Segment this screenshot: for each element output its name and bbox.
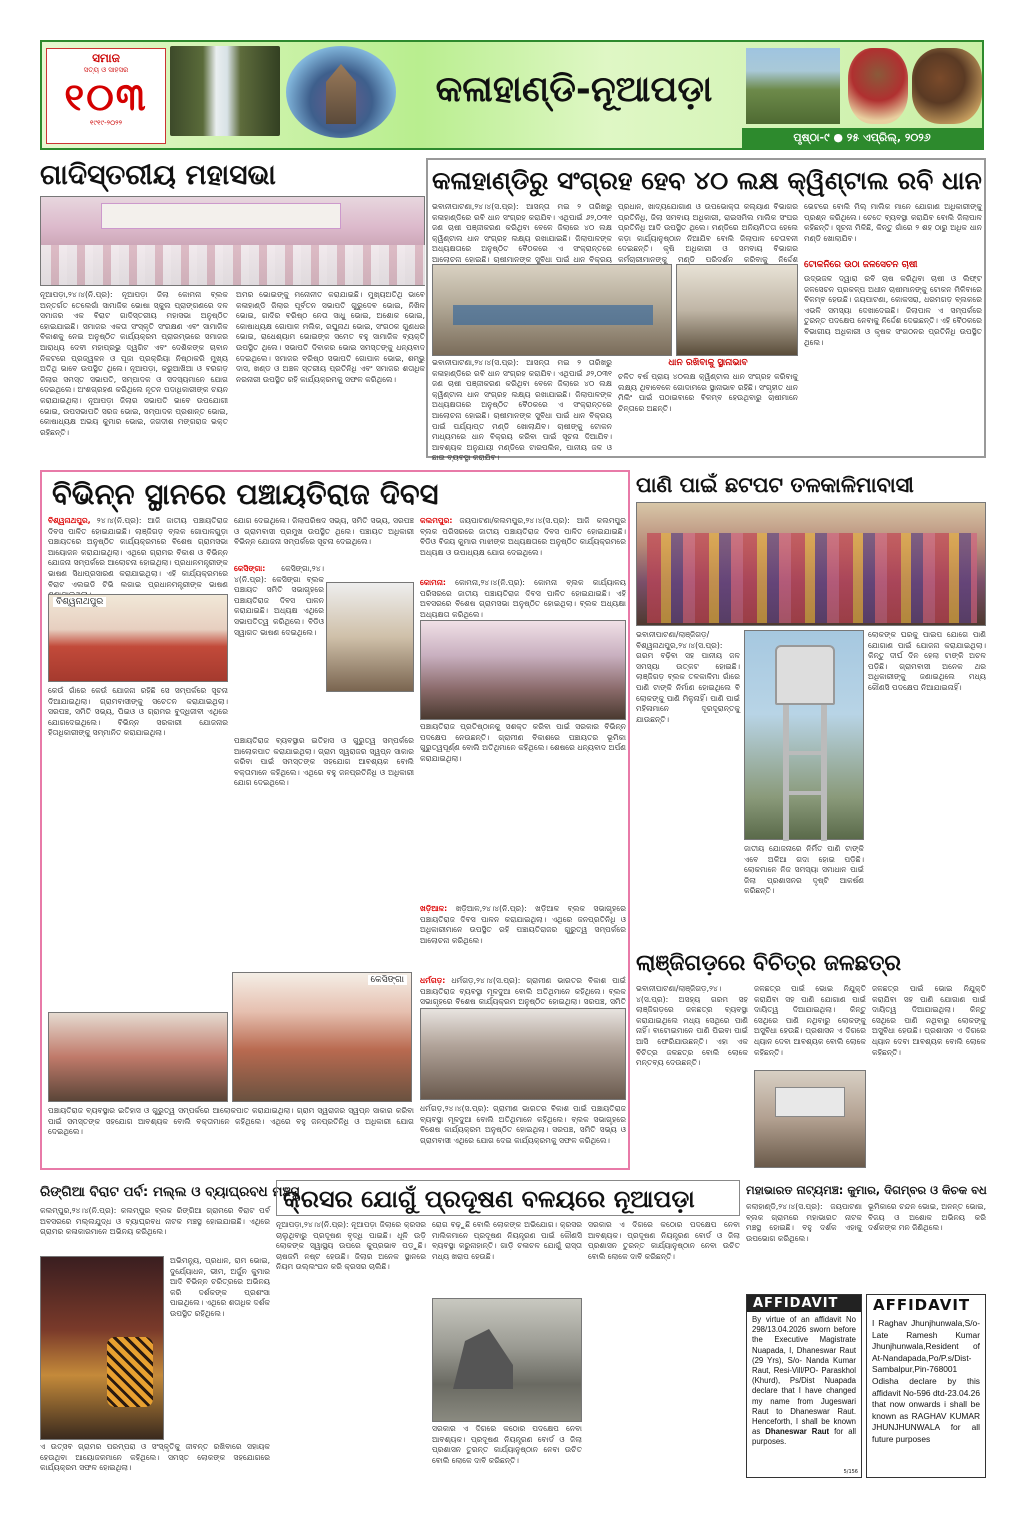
temple-photo [286, 46, 396, 138]
panchayat-col3e-text: ଧର୍ମଗଡ଼,୨୪।୪(ସ.ପ୍ର): ଗ୍ରାମୀଣ ଭାରତର ବିକାଶ ପାଇଁ ପଞ୍ଚାୟତିରାଜ ବ୍ୟବସ୍ଥା ମୂଳଦୁଆ ବୋଲି ଅତିଥିମାନେ କହିଥିଲେ। ବ୍ଲକ ସଭାଗୃହରେ ବିଶେଷ କାର୍ଯ୍ୟକ୍ରମ ଅନୁଷ୍ଠିତ ହୋଇଥିଲା। ସରପଞ୍ଚ, ସମିତି [420, 976, 626, 1007]
dhan-col3b: ଉଦ୍ଭଜଳ ଦ୍ୱାରା ରବି ଚାଷ କରିଥିବା ଚାଷୀ ଓ ଲିଫ୍ଟ ଜଳସେଚନ ପ୍ରକଳ୍ପ ଅଧୀନ ଚାଷୀମାନଙ୍କୁ ଟୋକନ ମିଳିବାରେ ବିଳମ୍ବ ହେଉଛି। ଜୟପାଟଣା, କୋକସରା, ଧରମଗଡ଼ ବ୍ଲକରେ ଏଭଳି ସମସ୍ୟା ଦେଖାଦେଇଛି। ଜିଲାପାଳ ଏ ସମ୍ପର୍କରେ ତୁରନ୍ତ ପଦକ୍ଷେପ ନେବାକୁ ନିର୍ଦ୍ଦେଶ ଦେଇଛନ୍ତି। ଏହି ବୈଠକରେ ବିଭାଗୀୟ ଅଧିକାରୀ ଓ କୃଷକ ସଂଗଠନର ପ୍ରତିନିଧି ଉପସ୍ଥିତ ଥିଲେ। [804, 274, 982, 347]
natak-article [746, 1180, 986, 1290]
pani-col2: ଲୋକଙ୍କ ଘରକୁ ପାଇପ ଯୋଗେ ପାଣି ଯୋଗାଣ ପାଇଁ ଯୋଜନା କରାଯାଇଥିଲା। କିନ୍ତୁ ଦୀର୍ଘ ଦିନ ହେଲା ଟାଙ୍କି ଅଚଳ ପଡ଼ିଛି। ଗ୍ରାମବାସୀ ଅନେକ ଥର ଅଧିକାରୀଙ୍କୁ ଜଣାଇଥିଲେ ମଧ୍ୟ କୌଣସି ପଦକ୍ଷେପ ନିଆଯାଇନାହିଁ। [868, 630, 986, 692]
natak-headline: ମହାଭାରତ ନାଟ୍ୟମଞ୍ଚ: କୁମାର, ଦିଗମ୍ବର ଓ କିଚକ ବଧ [746, 1183, 987, 1197]
dhan-sub2: ଟୋକନିରେ ଉଠା ଜଳସେଚନ ଚାଷୀ [804, 260, 918, 270]
panchayat-place2: କେସିଙ୍ଗା: [234, 564, 266, 573]
gadi-col1: ନୂଆପଡ଼ା,୨୪।୪(ନି.ପ୍ର): ନୂଆପଡ଼ା ଜିଲା କୋମନା ବ୍ଲକ ଅନ୍ତର୍ଗତ ତେଲେଗାଁ ସାମାଜିକ ଭୋଷା ସ୍କୁଲ ପ୍ରାଙ୍ଗଣରେ ଦଳ ସମାଜର ଏକ ବିରାଟ ଗାଦିସ୍ତରୀୟ ମହାସଭା ଅନୁଷ୍ଠିତ ହୋଇଯାଇଛି। ସମାଜର ଏକତା ସଂସ୍କୃତି ସଂରକ୍ଷଣ ଏବଂ ସାମାଜିକ ବିକାଶକୁ ନେଇ ଅନୁଷ୍ଠିତ କାର୍ଯ୍ୟକ୍ରମ ପ୍ରାରମ୍ଭରେ ସମାଜର ଆରାଧ୍ୟ ଦେବୀ ମହାପ୍ରଭୁ ଦ୍ୱଗିଟ ଏବଂ ଦେଶିକଙ୍କ ଚାବାନ ନିକଟରେ ପ୍ରଜ୍ୱଳନ ଓ ପୂଜା ପ୍ରକ୍ରିୟା ନିଷ୍ଠାକରି ମୁଖ୍ୟ ଅତିଥି ଭାବେ ଉପସ୍ଥିତ ଥିଲେ। ନୂଆପଡ଼ା, କରୁଆଖିଆ ଓ ବରଗଡ଼ ଜିଲାର ସମସ୍ତ ସଭାପତି, ସମ୍ପାଦକ ଓ ସଦସ୍ୟମାନେ ଯୋଗ ଦେଇଥିଲେ। ଅଂଶଗ୍ରହଣ କରିଥିଲେ ନୂତନ ପଦାଧିକାରୀଙ୍କ ଚୟନ କରାଯାଇଥିଲା। ନୂଆପଡ଼ା ଜିଲାର ସଭାପତି ଭାବେ ଉପଯୋଗୀ ଭୋଇ, ଉପସଭାପତି ସରଜ ଭୋଇ, ସମ୍ପାଦକ ପ୍ରଶାନ୍ତ ଭୋଇ, କୋଷାଧ୍ୟକ୍ଷ ଅଭୟ କୁମାର ଭୋଇ, ଜଗଦୀଶ ମଙ୍ଗରାଜ ଭକ୍ତ ରହିଛନ୍ତି। [40, 290, 228, 437]
kesinga-meeting-photo [232, 972, 412, 1102]
water-pot-stand-photo [754, 1070, 866, 1168]
panchayat-place3: କଲମପୁର: [420, 516, 453, 525]
jala-article [636, 948, 986, 1170]
dhan-col2: ପ୍ରଧାନ, ଖାଦ୍ୟଯୋଗାଣ ଓ ଉପଭୋକ୍ତା କଲ୍ୟାଣ ବିଭାଗର ପ୍ରତିନିଧି, ଜିଲା ସମବାୟ ଅଧିକାରୀ, ରାଇସମିଲ ମାଲିକ ସଂଘର ପ୍ରତିନିଧି ଆଦି ଉପସ୍ଥିତ ଥିଲେ। ମଣ୍ଡିରେ ଅନିୟମିତତା ହେଲେ କଡ଼ା କାର୍ଯ୍ୟାନୁଷ୍ଠାନ ନିଆଯିବ ବୋଲି ଜିଲାପାଳ ଚେତାବନୀ ଦେଇଛନ୍ତି। କୃଷି ଅଧିକାରୀ ଓ ସମବାୟ ବିଭାଗର କର୍ମଚାରୀମାନଙ୍କୁ ମଣ୍ଡି ପରିଦର୍ଶନ କରିବାକୁ ନିର୍ଦ୍ଦେଶ [618, 202, 798, 264]
logo-number: ୧୦୩ [64, 75, 148, 119]
jala-headline: ଲାଞ୍ଜିଗଡ଼ରେ ବିଚିତ୍ର ଜଳଛତ୍ର [636, 951, 902, 976]
dhan-sub1: ଧାନ ରଖିବାକୁ ସ୍ଥାନାଭାବ [668, 358, 748, 368]
panchayat-col3e [420, 976, 626, 1006]
affidavit-2-text: I Raghav Jhunjhunwala,S/o-Late Ramesh Kumar Jhunjhunwala,Resident of At-Nandapada,Po/P.s/Dist-Sambalpur,Pin-768001 Odisha declare by this affidavit No-596 dtd-23.04.26 that now onwards i shall be known as RAGHAV KUMAR JHUNJHUNWALA for all future purposes [872, 1318, 980, 1444]
panchayat-col1c: ପଞ୍ଚାୟତିରାଜ ବ୍ୟବସ୍ଥାର ଇତିହାସ ଓ ଗୁରୁତ୍ୱ ସମ୍ପର୍କରେ ଆଲୋକପାତ କରାଯାଇଥିଲା। ଗ୍ରାମ ସ୍ୱରାଜର ସ୍ୱପ୍ନ ସାକାର କରିବା ପାଇଁ ସମସ୍ତଙ୍କ ସହଯୋଗ ଆବଶ୍ୟକ ବୋଲି ବକ୍ତାମାନେ କହିଥିଲେ। ଏଥିରେ ବହୁ ଜନପ୍ରତିନିଧି ଓ ଅଧିକାରୀ ଯୋଗ ଦେଇଥିଲେ। [48, 1106, 414, 1137]
dhan-article [426, 158, 986, 463]
panchayat-article [40, 470, 630, 1170]
rangia-col3: ଏ ଉତ୍ସବ ଗ୍ରାମର ପରମ୍ପରା ଓ ସଂସ୍କୃତିକୁ ଜୀବନ୍ତ ରଖିବାରେ ସହାୟକ ହେଉଥିବା ଆୟୋଜକମାନେ କହିଥିଲେ। ସମସ୍ତ ଲୋକଙ୍କ ସହଯୋଗରେ କାର୍ଯ୍ୟକ୍ରମ ସଫଳ ହୋଇଥିଲା। [40, 1442, 270, 1473]
stone-crusher-photo [432, 1298, 582, 1422]
rangia-col1: କଲମ୍ପୁର,୨୪।୪(ନି.ପ୍ର): କଲମ୍ପୁର ବ୍ଲକ ରିଙ୍ଗିଆ ଗ୍ରାମରେ ବିରାଟ ପର୍ବ ଅବସରରେ ମଲ୍ଲଯୁଦ୍ଧ ଓ ବ୍ୟାଘ୍ରବଧ ନାଟକ ମଞ୍ଚସ୍ଥ ହୋଇଯାଇଛି। ଏଥିରେ ଗ୍ରାମର କଳାକାରମାନେ ଅଭିନୟ କରିଥିଲେ। [40, 1206, 270, 1237]
masthead [40, 40, 984, 150]
panchayat-col3-text: ଜୟପାଟଣା/କଲମପୁର,୨୪।୪(ସ.ପ୍ର): ଆଜି କଲମପୁର ବ୍ଲକ ପରିସରରେ ଜାତୀୟ ପଞ୍ଚାୟତିରାଜ ଦିବସ ପାଳିତ ହୋଇଯାଇଛି। ବିଡିଓ ବିଜୟ କୁମାର ମାଝୀଙ୍କ ଅଧ୍ୟକ୍ଷତାରେ ଅନୁଷ୍ଠିତ କାର୍ଯ୍ୟକ୍ରମରେ ଅଧ୍ୟକ୍ଷ ଓ ଉପାଧ୍ୟକ୍ଷ ଯୋଗ ଦେଇଥିଲେ। [420, 516, 626, 557]
panchayat-col1 [48, 516, 228, 592]
panchayat-col3c: ପଞ୍ଚାୟତିରାଜ ପ୍ରତିଷ୍ଠାନକୁ ସଶକ୍ତ କରିବା ପାଇଁ ସରକାର ବିଭିନ୍ନ ପଦକ୍ଷେପ ନେଉଛନ୍ତି। ଗ୍ରାମୀଣ ବିକାଶରେ ପଞ୍ଚାୟତର ଭୂମିକା ଗୁରୁତ୍ୱପୂର୍ଣ୍ଣ ବୋଲି ଅତିଥିମାନେ କହିଥିଲେ। ଶେଷରେ ଧନ୍ୟବାଦ ଅର୍ପଣ କରାଯାଇଥିଲା। [420, 722, 626, 763]
komna-meeting-photo [420, 620, 626, 720]
panchayat-place5: ଖଡ଼ିଆଳ: [420, 904, 448, 913]
page-info: ପୃଷ୍ଠା-୯ ● ୨୫ ଏପ୍ରିଲ୍, ୨୦୨୬ [742, 128, 982, 148]
panchayat-col2b [234, 564, 324, 734]
affidavit-1-title: AFFIDAVIT [747, 1295, 861, 1312]
panchayat-col3b [420, 578, 626, 618]
affidavit-1 [746, 1294, 862, 1478]
pani-col1: ଭବାନୀପାଟଣା/ଲାଞ୍ଜିଗଡ଼/ ବିଶ୍ୱନାଥପୁର,୨୪।୪(ସ.ପ୍ର): ଗରମ ବଢ଼ିବା ସହ ପାନୀୟ ଜଳ ସମସ୍ୟା ଉତ୍କଟ ହୋଇଛି। ଲାଞ୍ଜିଗଡ଼ ବ୍ଲକ ତଳକାଳିମା ଗାଁରେ ପାଣି ଟାଙ୍କି ନିର୍ମାଣ ହୋଇଥିଲେ ବି ଲୋକଙ୍କୁ ପାଣି ମିଳୁନାହିଁ। ପାଣି ପାଇଁ ମହିଳାମାନେ ଦୂରଦୂରାନ୍ତକୁ ଯାଉଛନ୍ତି। [636, 630, 740, 724]
affidavit-1-text: By virtue of an affidavit No 298/13.04.2026 sworn before the Executive Magistrate Nuapada, I, Dhaneswar Raut (29 Yrs), S/o- Nanda Kumar Raut, Resi-Vill/PO- Paraskhol (Khurd), Ps/Dist Nuapada declare that I have changed my name from Jugeswari Raut to Dhaneswar Raut. Henceforth, I shall be known as Dhaneswar Raut for all purposes. [752, 1315, 856, 1447]
dhan-officials-photo [676, 264, 798, 356]
panchayat-col2: ଯୋଗ ଦେଇଥିଲେ। ଜିଲାପରିଷଦ ସଭ୍ୟ, ସମିତି ସଭ୍ୟ, ସରପଞ୍ଚ ଓ ଗ୍ରାମବାସୀ ପ୍ରମୁଖ ଉପସ୍ଥିତ ଥିଲେ। ପଞ୍ଚାୟତ ଅଧିକାରୀ ବିଭିନ୍ନ ଯୋଜନା ସମ୍ପର୍କରେ ସୂଚନା ଦେଇଥିଲେ। [234, 516, 414, 547]
affidavit-2 [866, 1294, 986, 1478]
jala-col1: ଭବାନୀପାଟଣା/ଲାଞ୍ଜିଗଡ଼,୨୪।୪(ସ.ପ୍ର): ଅସହ୍ୟ ଗରମ ସହ ଲାଞ୍ଜିଗଡ଼ରେ ଜଳଛତ୍ର ବ୍ୟବସ୍ଥା କରାଯାଇଥିଲେ ମଧ୍ୟ ସେଥିରେ ପାଣି ନାହିଁ। ବାଟୋଇମାନେ ପାଣି ପିଇବା ପାଇଁ ଆସି ଫେରିଯାଉଛନ୍ତି। ଏହା ଏକ ବିଚିତ୍ର ଜଳଛତ୍ର ବୋଲି ଲୋକେ ମନ୍ତବ୍ୟ ଦେଉଛନ୍ତି। [636, 984, 748, 1068]
dhan-col1: ଭବାନୀପାଟଣା,୨୪।୪(ସ.ପ୍ର): ଆସନ୍ତା ମଇ ୨ ତାରିଖରୁ କଳାହାଣ୍ଡିରେ ରବି ଧାନ ସଂଗ୍ରହ କରାଯିବ। ଏଥିପାଇଁ ୬୨,୦୩୧ ଜଣ ଚାଷୀ ପଞ୍ଜୀକରଣ କରିଥିବା ବେଳେ ଜିଲାରେ ୪୦ ଲକ୍ଷ କ୍ୱିଣ୍ଟାଲ ଧାନ ସଂଗ୍ରହ ଲକ୍ଷ୍ୟ ରଖାଯାଇଛି। ଜିଲାପାଳଙ୍କ ଅଧ୍ୟକ୍ଷତାରେ ଅନୁଷ୍ଠିତ ବୈଠକରେ ଏ ସଂକ୍ରାନ୍ତରେ ଆଲୋଚନା ହୋଇଛି। ଚାଷୀମାନଙ୍କ ସୁବିଧା ପାଇଁ ଧାନ ବିକ୍ରୟ [432, 202, 612, 264]
dhan-meeting-photo [432, 264, 672, 356]
panchayat-col3 [420, 516, 626, 576]
jala-col3: ଜଳଛତ୍ର ପାଇଁ ଭୋଇ ନିଯୁକ୍ତି କରାଯିବା ସହ ପାଣି ଯୋଗାଣ ପାଇଁ ଦାୟିତ୍ୱ ଦିଆଯାଇଥିଲା। କିନ୍ତୁ ସେଥିରେ ପାଣି ନଥିବାରୁ ଲୋକଙ୍କୁ ଅସୁବିଧା ହେଉଛି। ପ୍ରଶାସନ ଏ ଦିଗରେ ଧ୍ୟାନ ଦେବା ଆବଶ୍ୟକ ବୋଲି ଲୋକେ କହିଛନ୍ତି। [872, 984, 986, 1057]
panchayat-place6: ଧର୍ମଗଡ଼: [420, 976, 446, 985]
panchayat-col1b: କେଉଁ ଗାଁରେ କେଉଁ ଯୋଜନା ରହିଛି ସେ ସମ୍ପର୍କରେ ସୂଚନା ଦିଆଯାଇଥିଲା। ଗ୍ରାମବାସୀଙ୍କୁ ସଚେତନ କରାଯାଇଥିଲା। ସରପଞ୍ଚ, ସମିତି ସଭ୍ୟ, ପିଇଓ ଓ ଗ୍ରାମର ବୁଦ୍ଧିଜୀବୀ ଏଥିରେ ଯୋଗଦେଇଥିଲେ। ବିଭିନ୍ନ ସରକାରୀ ଯୋଜନାର ହିତାଧିକାରୀଙ୍କୁ ସମ୍ମାନିତ କରାଯାଇଥିଲା। [48, 686, 228, 738]
crusher-col1: ନୂଆପଡ଼ା,୨୪।୪(ନି.ପ୍ର): ନୂଆପଡ଼ା ଜିଲାରେ କ୍ରସର ଚାଲୁଥିବାରୁ ପ୍ରଦୂଷଣ ବୃଦ୍ଧି ପାଇଛି। ଧୂଳି ଉଡ଼ି ଲୋକଙ୍କ ସ୍ୱାସ୍ଥ୍ୟ ଉପରେ କୁପ୍ରଭାବ ପଡ଼ୁଛି। ଚାଷଜମି ନଷ୍ଟ ହେଉଛି। ଜିଲାର ଅନେକ ସ୍ଥାନରେ ନିୟମ ଉଲ୍ଲଂଘନ କରି କ୍ରସର ଚାଲିଛି। [276, 1220, 426, 1272]
women-gathering-photo [636, 502, 986, 626]
panchayat-headline: ବିଭିନ୍ନ ସ୍ଥାନରେ ପଞ୍ଚାୟତିରାଜ ଦିବସ [52, 477, 439, 511]
hill-photo [746, 48, 840, 124]
natak-col1: କଲାହାଣ୍ଡି,୨୪।୪(ସ.ପ୍ର): ଜୟପାଟଣା ବ୍ଲକ ଗ୍ରାମରେ ମହାଭାରତ ନାଟକ ମଞ୍ଚସ୍ଥ ହୋଇଛି। ବହୁ ଦର୍ଶକ ଏହାକୁ ଉପଭୋଗ କରିଥିଲେ। [746, 1202, 862, 1243]
pani-article [636, 470, 986, 940]
logo-tagline: ସତ୍ୟ ଓ ସାହସର [83, 66, 129, 74]
crusher-headline: କ୍ରସର ଯୋଗୁଁ ପ୍ରଦୂଷଣ ବଳୟରେ ନୂଆପଡ଼ା [276, 1180, 740, 1216]
dhan-col1b: ଭବାନୀପାଟଣା,୨୪।୪(ସ.ପ୍ର): ଆସନ୍ତା ମଇ ୨ ତାରିଖରୁ କଳାହାଣ୍ଡିରେ ରବି ଧାନ ସଂଗ୍ରହ କରାଯିବ। ଏଥିପାଇଁ ୬୨,୦୩୧ ଜଣ ଚାଷୀ ପଞ୍ଜୀକରଣ କରିଥିବା ବେଳେ ଜିଲାରେ ୪୦ ଲକ୍ଷ କ୍ୱିଣ୍ଟାଲ ଧାନ ସଂଗ୍ରହ ଲକ୍ଷ୍ୟ ରଖାଯାଇଛି। ଜିଲାପାଳଙ୍କ ଅଧ୍ୟକ୍ଷତାରେ ଅନୁଷ୍ଠିତ ବୈଠକରେ ଏ ସଂକ୍ରାନ୍ତରେ ଆଲୋଚନା ହୋଇଛି। ଚାଷୀମାନଙ୍କ ସୁବିଧା ପାଇଁ ଧାନ ବିକ୍ରୟ ପାଇଁ ପର୍ଯ୍ୟାପ୍ତ ମଣ୍ଡି ଖୋଲାଯିବ। ଚାଷୀଙ୍କୁ ଟୋକନ ମାଧ୍ୟମରେ ଧାନ ବିକ୍ରୟ କରିବା ପାଇଁ ସୂଚନା ଦିଆଯିବ। ଆବଶ୍ୟକ ଅନୁଯାୟୀ ମଣ୍ଡିରେ ଟାରପଲିନ, ପାନୀୟ ଜଳ ଓ ଛାଇ ବ୍ୟବସ୍ଥା କରାଯିବ। [432, 358, 612, 463]
panchayat-col3b-text: କୋମନା,୨୪।୪(ନି.ପ୍ର): କୋମନା ବ୍ଲକ କାର୍ଯ୍ୟାଳୟ ପରିସରରେ ଜାତୀୟ ପଞ୍ଚାୟତିରାଜ ଦିବସ ପାଳିତ ହୋଇଯାଇଛି। ଏହି ଅବସରରେ ବିଶେଷ ଗ୍ରାମସଭା ଅନୁଷ୍ଠିତ ହୋଇଥିଲା। ବ୍ଲକ ଅଧ୍ୟକ୍ଷା ଅଧ୍ୟକ୍ଷତା କରିଥିଲେ। [420, 578, 626, 619]
logo-brand: ସମାଜ [92, 51, 120, 65]
gadi-col2: ଅମର ଭୋଇଙ୍କୁ ମନୋନୀତ କରାଯାଇଛି। ମୁଖ୍ୟଅତିଥି ଭାବେ କଳାହାଣ୍ଡି ଜିଲାର ପୂର୍ବତନ ସଭାପତି ଗୁରୁଦେବ ଭୋଇ, ନିଖିଳ ଭୋଇ, ଗାଦିର ବରିଷ୍ଠ ନେତା ସାଧୁ ଭୋଇ, ଅଶୋକ ଭୋଇ, କୋଷାଧ୍ୟକ୍ଷ ଗୋପାଳ ମଲିକ, ରଘୁନାଥ ଭୋଇ, ସଂଗଠକ ଗୁଣଧର ଭୋଇ, ରାଧେଶ୍ୟାମ ଭୋଇଙ୍କ ସମେତ ବହୁ ସାମାଜିକ ବ୍ୟକ୍ତି ଉପସ୍ଥିତ ଥିଲେ। ସଭାପତି ଦିବାକର ଭୋଇ ସମସ୍ତଙ୍କୁ ଧନ୍ୟବାଦ ଦେଇଥିଲେ। ସମାଜର ବରିଷ୍ଠ ସଭାପତି ଗୋପାଳ ଭୋଇ, ଶମ୍ଭୁ ଦାସ, ଖଣ୍ଡ ଓ ଅଞ୍ଚଳ ସ୍ତରୀୟ ପ୍ରତିନିଧି ଏବଂ ସମାଜର ଶତାଧିକ ନରନାରୀ ଉପସ୍ଥିତ ରହି କାର୍ଯ୍ୟକ୍ରମକୁ ସଫଳ କରିଥିଲେ। [236, 290, 425, 384]
rangia-headline: ରିଙ୍ଗିଆ ବିରାଟ ପର୍ବ: ମଲ୍ଲ ଓ ବ୍ୟାଘ୍ରବଧ ମଞ୍ଚସ୍ଥ [40, 1184, 300, 1200]
waterfall-photo [170, 46, 280, 136]
panchayat-col2c: ପଞ୍ଚାୟତିରାଜ ବ୍ୟବସ୍ଥାର ଇତିହାସ ଓ ଗୁରୁତ୍ୱ ସମ୍ପର୍କରେ ଆଲୋକପାତ କରାଯାଇଥିଲା। ଗ୍ରାମ ସ୍ୱରାଜର ସ୍ୱପ୍ନ ସାକାର କରିବା ପାଇଁ ସମସ୍ତଙ୍କ ସହଯୋଗ ଆବଶ୍ୟକ ବୋଲି ବକ୍ତାମାନେ କହିଥିଲେ। ଏଥିରେ ବହୁ ଜନପ୍ରତିନିଧି ଓ ଅଧିକାରୀ ଯୋଗ ଦେଇଥିଲେ। [234, 736, 414, 788]
natak-col2: ଭୂମିକାରେ ଚନ୍ଦନ ଭୋଇ, ଅନନ୍ତ ଭୋଇ, ବିଜୟ ଓ ଅଶୋକ ଅଭିନୟ କରି ଦର୍ଶକଙ୍କ ମନ ଜିଣିଥିଲେ। [868, 1202, 986, 1233]
gadi-meeting-photo [40, 196, 425, 286]
logo-years: ୧୯୧୯-୨୦୨୨ [89, 119, 123, 127]
panchayat-col3f: ଧର୍ମଗଡ଼,୨୪।୪(ସ.ପ୍ର): ଗ୍ରାମୀଣ ଭାରତର ବିକାଶ ପାଇଁ ପଞ୍ଚାୟତିରାଜ ବ୍ୟବସ୍ଥା ମୂଳଦୁଆ ବୋଲି ଅତିଥିମାନେ କହିଥିଲେ। ବ୍ଲକ ସଭାଗୃହରେ ବିଶେଷ କାର୍ଯ୍ୟକ୍ରମ ଅନୁଷ୍ଠିତ ହୋଇଥିଲା। ସରପଞ୍ଚ, ସମିତି ସଭ୍ୟ ଓ ଗ୍ରାମବାସୀ ଏଥିରେ ଯୋଗ ଦେଇ କାର୍ଯ୍ୟକ୍ରମକୁ ସଫଳ କରିଥିଲେ। [420, 1104, 626, 1145]
crusher-article [276, 1180, 740, 1480]
panchayat-col3d [420, 904, 626, 974]
vishwanathpur-caption: ବିଶ୍ୱନାଥପୁର [53, 597, 106, 607]
dhan-col3: ଭେଟରେ ବୋଲି ମିଲ୍ ମାଲିକ ମାନେ ଯୋଗାଣ ଅଧିକାରୀଙ୍କୁ ପ୍ରଶ୍ନ କରିଥିଲେ। ଚେତେ ବ୍ୟବସ୍ଥା କରାଯିବ ବୋଲି ଜିଲାପାଳ କହିଛନ୍ତି। ସୂଚନା ମିଳିଛି, କିନ୍ତୁ ଗାଁରେ ୨ ଶହ ଠାରୁ ଅଧିକ ଧାନ ମଣ୍ଡି ଖୋଲାଯିବ। [804, 202, 982, 243]
affidavit-2-title: AFFIDAVIT [867, 1295, 985, 1315]
panchayat-col3d-text: ଖଡ଼ିଆଳ,୨୪।୪(ନି.ପ୍ର): ଖଡ଼ିଆଳ ବ୍ଲକ ସଭାଗୃହରେ ପଞ୍ଚାୟତିରାଜ ଦିବସ ପାଳନ କରାଯାଇଥିଲା। ଏଥିରେ ଜନପ୍ରତିନିଧି ଓ ଅଧିକାରୀମାନେ ଉପସ୍ଥିତ ରହି ପଞ୍ଚାୟତିରାଜର ଗୁରୁତ୍ୱ ସମ୍ପର୍କରେ ଆଲୋଚନା କରିଥିଲେ। [420, 904, 626, 945]
panchayat-place1: ବିଶ୍ୱନାଥପୁର, [48, 516, 91, 525]
newspaper-logo [46, 48, 166, 144]
kesinga-caption: କେସିଙ୍ଗା [368, 975, 407, 985]
jala-col2: ଜଳଛତ୍ର ପାଇଁ ଭୋଇ ନିଯୁକ୍ତି କରାଯିବା ସହ ପାଣି ଯୋଗାଣ ପାଇଁ ଦାୟିତ୍ୱ ଦିଆଯାଇଥିଲା। କିନ୍ତୁ ସେଥିରେ ପାଣି ନଥିବାରୁ ଲୋକଙ୍କୁ ଅସୁବିଧା ହେଉଛି। ପ୍ରଶାସନ ଏ ଦିଗରେ ଧ୍ୟାନ ଦେବା ଆବଶ୍ୟକ ବୋଲି ଲୋକେ କହିଛନ୍ତି। [754, 984, 866, 1057]
dhan-col2b: ଚଳିତ ବର୍ଷ ପ୍ରାୟ ୪୦ଲକ୍ଷ କ୍ୱିଣ୍ଟାଲ ଧାନ ସଂଗ୍ରହ କରିବାକୁ ଲକ୍ଷ୍ୟ ଥିବାବେଳେ ଗୋଦାମରେ ସ୍ଥାନାଭାବ ରହିଛି। ସଂଗୃହୀତ ଧାନ ମିଲିଂ ପାଇଁ ପଠାଇବାରେ ବିଳମ୍ବ ହେଉଥିବାରୁ ଚାଷୀମାନେ ଚିନ୍ତାରେ ଅଛନ୍ତି। [618, 372, 798, 413]
crusher-col2b: ସରକାର ଏ ଦିଗରେ କଠୋର ପଦକ୍ଷେପ ନେବା ଆବଶ୍ୟକ। ପ୍ରଦୂଷଣ ନିୟନ୍ତ୍ରଣ ବୋର୍ଡ ଓ ଜିଲା ପ୍ରଶାସନ ତୁରନ୍ତ କାର୍ଯ୍ୟାନୁଷ୍ଠାନ ନେବା ଉଚିତ ବୋଲି ଲୋକେ ଦାବି କରିଛନ୍ତି। [432, 1424, 582, 1465]
podium-speaker-photo [48, 1012, 228, 1102]
rangia-article [40, 1180, 300, 1480]
section-title: କଳାହାଣ୍ଡି-ନୂଆପଡ଼ା [435, 69, 713, 110]
gadi-article [40, 156, 425, 456]
tiger-dance-photo [40, 1256, 164, 1440]
crusher-col2: ରୋଗ ବଢ଼ୁଛି ବୋଲି ଲୋକଙ୍କ ଅଭିଯୋଗ। କ୍ରସର ମାଲିକମାନେ ପ୍ରଦୂଷଣ ନିୟନ୍ତ୍ରଣ ପାଇଁ କୌଣସି ବ୍ୟବସ୍ଥା କରୁନାହାନ୍ତି। ଗାଡ଼ି ଚଳାଚଳ ଯୋଗୁଁ ରାସ୍ତା ମଧ୍ୟ ଖରାପ ହେଉଛି। [432, 1220, 582, 1261]
gadi-headline: ଗାଦିସ୍ତରୀୟ ମହାସଭା [40, 158, 276, 191]
tribal-woman-photo [848, 48, 908, 124]
dhan-headline: କଳାହାଣ୍ଡିରୁ ସଂଗ୍ରହ ହେବ ୪୦ ଲକ୍ଷ କ୍ୱିଣ୍ଟାଲ ରବି ଧାନ [432, 166, 982, 195]
vishwanathpur-photo [48, 594, 228, 682]
rangia-col2: ଅଭିମନ୍ୟୁ, ପ୍ରଧାନ, ରାମ ଭୋଇ, ଦୁର୍ଯ୍ୟୋଧନ, ଭୀମ, ଅର୍ଜୁନ କୁମାର ଆଦି ବିଭିନ୍ନ ଚରିତ୍ରରେ ଅଭିନୟ କରି ଦର୍ଶକଙ୍କ ପ୍ରଶଂସା ପାଇଥିଲେ। ଏଥିରେ ଶତାଧିକ ଦର୍ଶକ ଉପସ୍ଥିତ ରହିଥିଲେ। [170, 1256, 270, 1318]
panchayat-col2b-text: କେସିଙ୍ଗା,୨୪।୪(ନି.ପ୍ର): କେସିଙ୍ଗା ବ୍ଲକ ପଞ୍ଚାୟତ ସମିତି ସଭାଗୃହରେ ପଞ୍ଚାୟତିରାଜ ଦିବସ ପାଳନ କରାଯାଇଛି। ଅଧ୍ୟକ୍ଷ ଏଥିରେ ସଭାପତିତ୍ୱ କରିଥିଲେ। ବିଡିଓ ସ୍ୱାଗତ ଭାଷଣ ଦେଇଥିଲେ। [234, 564, 324, 637]
kesinga-photo [326, 582, 414, 692]
pani-col3: ଜାତୀୟ ଯୋଜନାରେ ନିର୍ମିତ ପାଣି ଟାଙ୍କି ଏବେ ଅଳିଆ ଗଦା ହୋଇ ପଡ଼ିଛି। ଲୋକମାନେ ନିଜ ସମସ୍ୟା ସମାଧାନ ପାଇଁ ଜିଲା ପ୍ରଶାସନର ଦୃଷ୍ଟି ଆକର୍ଷଣ କରିଛନ୍ତି। [744, 844, 864, 896]
water-tank-photo [744, 630, 864, 840]
crusher-col3: ସରକାର ଏ ଦିଗରେ କଠୋର ପଦକ୍ଷେପ ନେବା ଆବଶ୍ୟକ। ପ୍ରଦୂଷଣ ନିୟନ୍ତ୍ରଣ ବୋର୍ଡ ଓ ଜିଲା ପ୍ରଶାସନ ତୁରନ୍ତ କାର୍ଯ୍ୟାନୁଷ୍ଠାନ ନେବା ଉଚିତ ବୋଲି ଲୋକେ ଦାବି କରିଛନ୍ତି। [588, 1220, 740, 1261]
pani-headline: ପାଣି ପାଇଁ ଛଟପଟ ତଳକାଳିମାବାସୀ [636, 473, 914, 497]
panchayat-col1-text: ୨୪।୪(ନି.ପ୍ର): ଆଜି ଜାତୀୟ ପଞ୍ଚାୟତିରାଜ ଦିବସ ପାଳିତ ହୋଇଯାଇଛି। ଲାଞ୍ଜିଗଡ଼ ବ୍ଲକ ଗୋପାଳଗୁଡ଼ା ପଞ୍ଚାୟତରେ ଅନୁଷ୍ଠିତ କାର୍ଯ୍ୟକ୍ରମରେ ବିଶେଷ ଗ୍ରାମସଭା ଆୟୋଜନ କରାଯାଇଥିଲା। ଏଥିରେ ଗ୍ରାମର ବିକାଶ ଓ ବିଭିନ୍ନ ଯୋଜନା ସମ୍ପର୍କରେ ଆଲୋଚନା ହୋଇଥିଲା। ପ୍ରଧାନମନ୍ତ୍ରୀଙ୍କ ଭାଷଣ ସିଧାପ୍ରସାରଣ କରାଯାଇଥିଲା। ଏହି କାର୍ଯ୍ୟକ୍ରମରେ ବିରାଟ ଏଲଇଡି ଟିଭି ଲଗାଇ ପ୍ରଧାନମନ୍ତ୍ରୀଙ୍କ ଭାଷଣ [48, 516, 228, 589]
affidavit-1-ref: 5/156 [843, 1469, 858, 1475]
affidavit-1-name: Dhaneswar Raut [765, 1427, 830, 1437]
panchayat-place4: କୋମନା: [420, 578, 446, 587]
dharmagarh-meeting-photo [420, 1008, 626, 1100]
children-photo [912, 48, 982, 124]
